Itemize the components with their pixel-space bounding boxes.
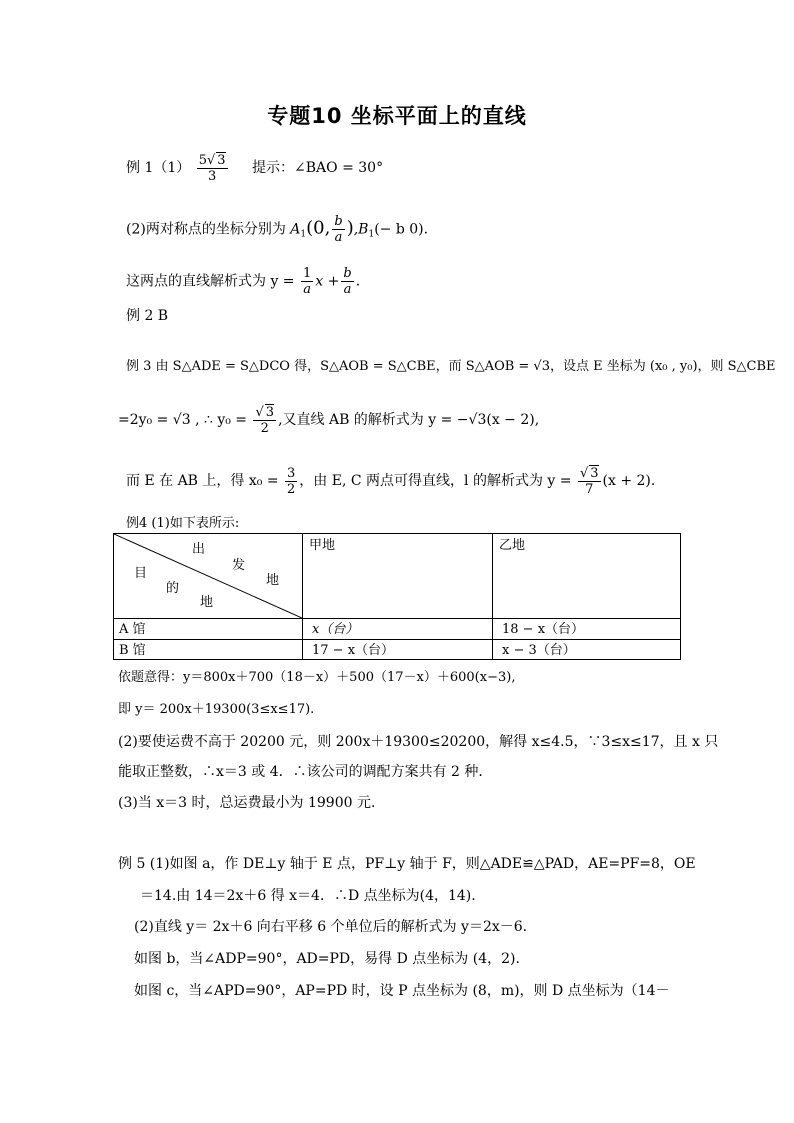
- example-1-line: [126, 152, 383, 184]
- corner-fa: 发: [232, 558, 246, 573]
- example-5-line2: ＝14.由 14＝2x＋6 得 x＝4．∴D 点坐标为(4，14).: [140, 888, 476, 904]
- hint-text: 提示：∠BAO = 30°: [252, 160, 384, 176]
- example-4-label: 例4 (1)如下表所示:: [126, 516, 240, 531]
- example-3-line3: 而 E 在 AB 上，得 x₀ = $\frac{3}{2}$ ，由 E, C 两点可得直线，l 的解析式为 y = √ $\frac{3}{7}$ (x + 2).: [126, 465, 655, 497]
- example-4-part2a: (2)要使运费不高于 20200 元，则 200x＋19300≤20200，解得 x≤4.5，∵3≤x≤17，且 x 只: [118, 734, 719, 750]
- example-3-line2: =2y₀ = √3 , ∴ y₀ = √ $\frac{3}{2}$ ,又直线 AB 的解析式为 y = −√3(x − 2),: [118, 404, 539, 436]
- example-3-line1: 例 3 由 S△ADE = S△DCO 得，S△AOB = S△CBE，而 S△AOB = √3，设点 E 坐标为 (x₀ , y₀)，则 S△CBE: [126, 359, 776, 374]
- example-4-eq1: 依题意得：y＝800x＋700（18－x）＋500（17－x）＋600(x−3),: [118, 670, 516, 685]
- col-header-yi: 乙地: [499, 538, 526, 553]
- corner-di1: 地: [266, 573, 280, 588]
- example-4-eq2: 即 y＝ 200x＋19300(3≤x≤17).: [118, 702, 315, 717]
- cell-a-yi: 18 − x（台）: [502, 622, 585, 637]
- answer-fraction: $\frac{5√ 3}{3}$: [197, 152, 228, 184]
- example-5-line1: 例 5 (1)如图 a，作 DE⊥y 轴于 E 点，PF⊥y 轴于 F，则△ADE≌△PAD，AE=PF=8，OE: [118, 856, 696, 872]
- row-label-b: B 馆: [119, 643, 146, 658]
- example-1-part2: (2)两对称点的坐标分别为 $A_1(0$, $\frac{b}{a}$ )$,B_1(- b$ 0).: [126, 214, 429, 245]
- corner-di2: 地: [200, 595, 214, 610]
- page-title: 专题10 坐标平面上的直线: [267, 104, 527, 128]
- corner-de: 的: [166, 581, 180, 596]
- example-4-part2b: 能取正整数，∴x＝3 或 4．∴该公司的调配方案共有 2 种．: [118, 764, 493, 780]
- cell-b-yi: x − 3（台）: [502, 643, 576, 658]
- cell-a-jia: x（台）: [312, 622, 359, 637]
- corner-chu: 出: [192, 542, 206, 557]
- row-label-a: A 馆: [119, 622, 146, 637]
- example-5-line4: 如图 b，当∠ADP=90°，AD=PD，易得 D 点坐标为 (4，2).: [134, 951, 520, 967]
- example-2: 例 2 B: [126, 308, 169, 324]
- corner-mu: 目: [134, 566, 148, 581]
- example-1-label: 例 1（1）: [126, 160, 191, 176]
- example-5-line3: (2)直线 y＝ 2x＋6 向右平移 6 个单位后的解析式为 y＝2x－6．: [134, 919, 537, 935]
- cell-b-jia: 17 − x（台）: [312, 643, 395, 658]
- example-4-part3: (3)当 x＝3 时，总运费最小为 19900 元．: [118, 795, 385, 811]
- col-header-jia: 甲地: [309, 538, 336, 553]
- shipping-table: [113, 533, 681, 660]
- example-5-line5: 如图 c，当∠APD=90°，AP=PD 时，设 P 点坐标为 (8，m)，则 D 点坐标为（14－: [134, 983, 670, 999]
- example-1-line-equation: 这两点的直线解析式为 y = $\frac{1}{a}$ x + $\frac{b}{a}$ .: [126, 266, 361, 297]
